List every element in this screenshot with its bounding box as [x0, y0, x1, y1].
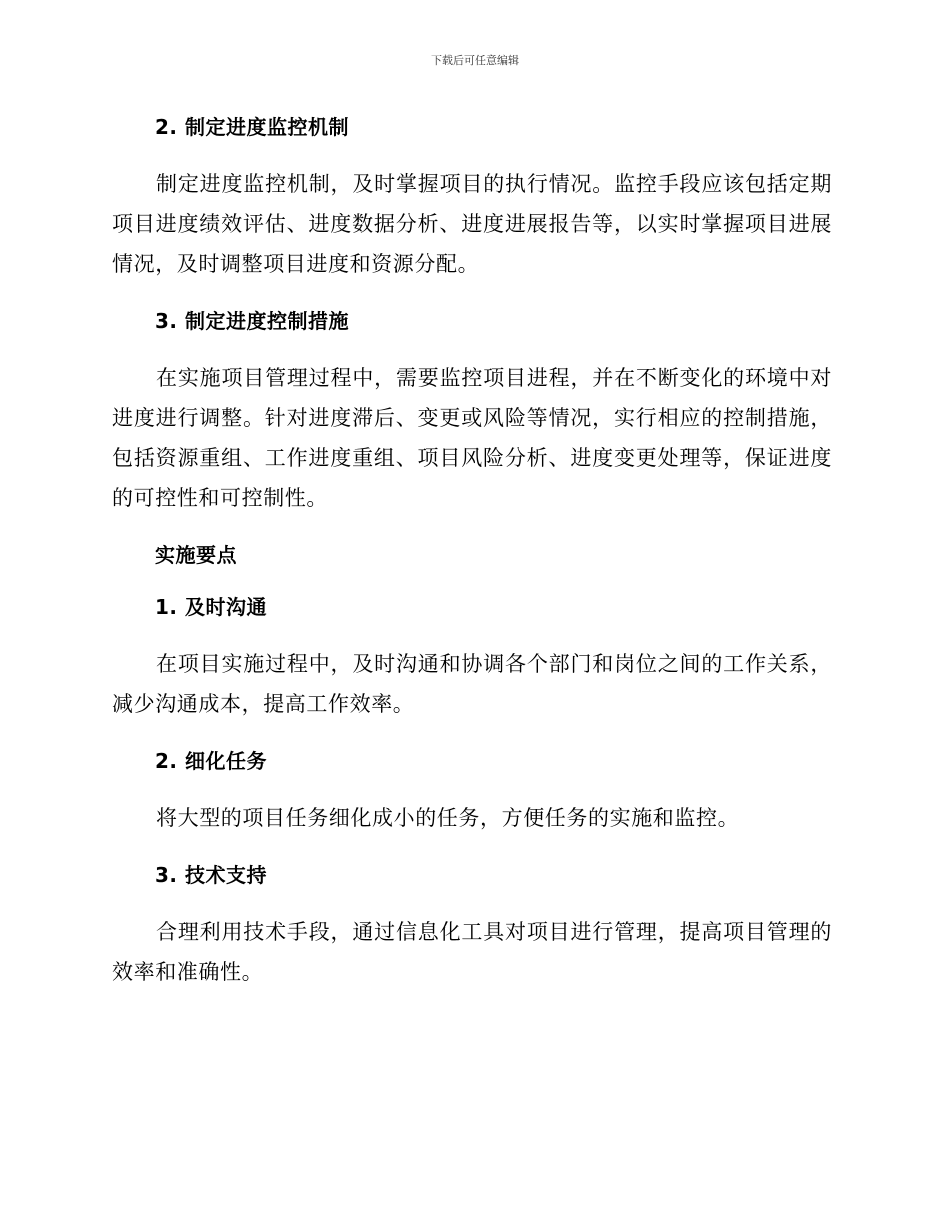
paragraph-technical-support: 合理利用技术手段，通过信息化工具对项目进行管理，提高项目管理的效率和准确性。: [112, 920, 832, 984]
paragraph-refine-tasks: 将大型的项目任务细化成小的任务，方便任务的实施和监控。: [156, 806, 740, 830]
section-heading-refine-tasks: 2. 细化任务: [155, 749, 267, 773]
section-heading-technical-support: 3. 技术支持: [155, 863, 267, 887]
paragraph-progress-monitoring: 制定进度监控机制，及时掌握项目的执行情况。监控手段应该包括定期项目进度绩效评估、进度数据分析、进度进展报告等，以实时掌握项目进展情况，及时调整项目进度和资源分配。: [112, 172, 832, 276]
document-body: [112, 112, 832, 1014]
page-header: 下载后可任意编辑: [431, 54, 519, 67]
section-heading-implementation-points: 实施要点: [155, 543, 237, 567]
paragraph-progress-control: 在实施项目管理过程中，需要监控项目进程，并在不断变化的环境中对进度进行调整。针对进度滞后、变更或风险等情况，实行相应的控制措施，包括资源重组、工作进度重组、项目风险分析、进度变更处理等，保证进度的可控性和可控制性。: [112, 366, 832, 510]
section-heading-timely-communication: 1. 及时沟通: [155, 595, 267, 619]
paragraph-timely-communication: 在项目实施过程中，及时沟通和协调各个部门和岗位之间的工作关系，减少沟通成本，提高工作效率。: [112, 652, 832, 716]
section-heading-progress-monitoring: 2. 制定进度监控机制: [155, 115, 349, 139]
section-heading-progress-control: 3. 制定进度控制措施: [155, 309, 349, 333]
